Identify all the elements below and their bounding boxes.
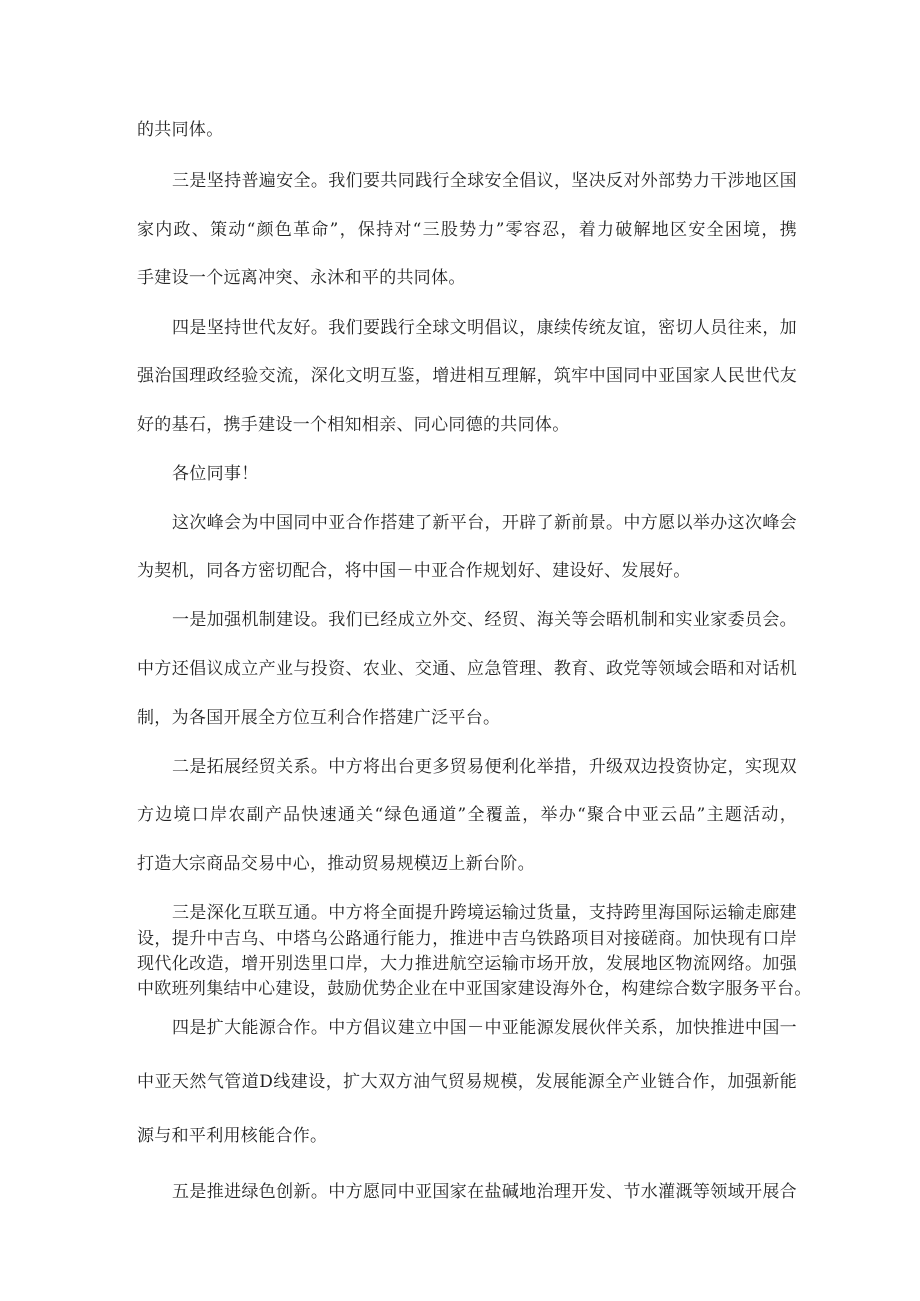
text-line: 的共同体。 — [137, 120, 224, 140]
text-line: 四是扩大能源合作。中方倡议建立中国－中亚能源发展伙伴关系，加快推进中国一 — [172, 1018, 797, 1038]
text-line: 中方还倡议成立产业与投资、农业、交通、应急管理、教育、政党等领域会晤和对话机 — [137, 659, 797, 679]
text-line: 源与和平利用核能合作。 — [137, 1126, 328, 1146]
text-line: 中亚天然气管道D线建设，扩大双方油气贸易规模，发展能源全产业链合作，加强新能 — [137, 1072, 797, 1092]
text-line: 设，提升中吉乌、中塔乌公路通行能力，推进中吉乌铁路项目对接磋商。加快现有口岸 — [137, 929, 797, 949]
text-line: 三是坚持普遍安全。我们要共同践行全球安全倡议，坚决反对外部势力干涉地区国 — [172, 171, 797, 191]
text-line: 方边境口岸农副产品快速通关“绿色通道”全覆盖，举办“聚合中亚云品”主题活动， — [137, 805, 797, 825]
text-line: 制，为各国开展全方位互利合作搭建广泛平台。 — [137, 708, 501, 728]
text-line: 二是拓展经贸关系。中方将出台更多贸易便利化举措，升级双边投资协定，实现双 — [172, 757, 797, 777]
text-line: 这次峰会为中国同中亚合作搭建了新平台，开辟了新前景。中方愿以举办这次峰会 — [172, 513, 797, 533]
text-line: 现代化改造，增开别迭里口岸，大力推进航空运输市场开放，发展地区物流网络。加强 — [137, 954, 797, 974]
text-line: 家内政、策动“颜色革命”，保持对“三股势力”零容忍，着力破解地区安全困境，携 — [137, 220, 797, 240]
text-line: 四是坚持世代友好。我们要践行全球文明倡议，康续传统友谊，密切人员往来，加 — [172, 318, 797, 338]
text-line: 一是加强机制建设。我们已经成立外交、经贸、海关等会晤机制和实业家委员会。 — [172, 610, 797, 630]
text-line: 三是深化互联互通。中方将全面提升跨境运输过货量，支持跨里海国际运输走廊建 — [172, 903, 797, 923]
text-line: 为契机，同各方密切配合，将中国－中亚合作规划好、建设好、发展好。 — [137, 561, 691, 581]
text-line: 手建设一个远离冲突、永沐和平的共同体。 — [137, 268, 466, 288]
text-line: 强治国理政经验交流，深化文明互鉴，增进相互理解，筑牢中国同中亚国家人民世代友 — [137, 366, 797, 386]
text-line: 中欧班列集结中心建设，鼓励优势企业在中亚国家建设海外仓，构建综合数字服务平台。 — [137, 979, 812, 999]
text-line: 好的基石，携手建设一个相知相亲、同心同德的共同体。 — [137, 415, 570, 435]
text-line: 五是推进绿色创新。中方愿同中亚国家在盐碱地治理开发、节水灌溉等领域开展合 — [172, 1182, 797, 1202]
text-line: 各位同事！ — [172, 464, 259, 484]
text-line: 打造大宗商品交易中心，推动贸易规模迈上新台阶。 — [137, 854, 535, 874]
